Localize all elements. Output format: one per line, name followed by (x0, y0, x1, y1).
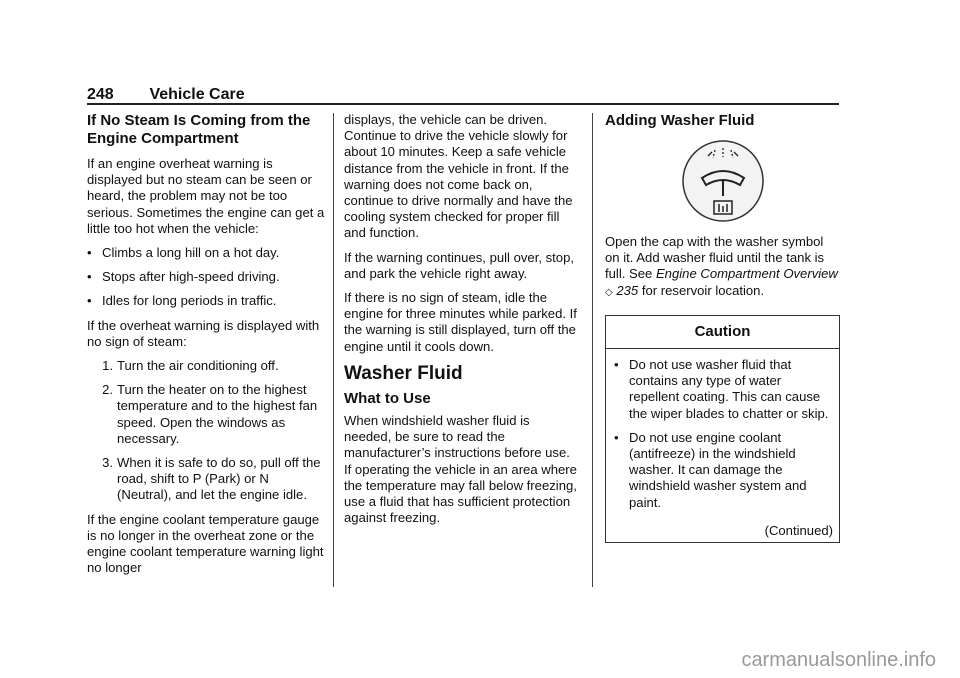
paragraph: If an engine overheat warning is displayed but no steam can be seen or heard, the problem may not be too serious. Sometimes the engine can get a little too hot when the vehicle: (87, 156, 325, 236)
caution-title: Caution (606, 316, 839, 349)
caution-bullet: • Do not use washer fluid that contains any type of water repellent coating. This can cause the wiper blades to chatter or skip. (614, 357, 829, 421)
washer-fluid-icon (605, 138, 840, 224)
bullet-item: • Climbs a long hill on a hot day. (87, 245, 280, 261)
page-number: 248 (87, 86, 114, 103)
paragraph: If the overheat warning is displayed with no sign of steam: (87, 317, 320, 349)
paragraph: displays, the vehicle can be driven. Continue to drive the vehicle slowly for about 10 minutes. Keep a safe vehicle distance from the vehicle in front. If the warning does not come back on, continue to drive normally and have the cooling system checked for proper fill and function. (344, 112, 573, 241)
column-divider (592, 113, 593, 587)
page-header (87, 86, 839, 104)
paragraph: If the warning continues, pull over, stop, and park the vehicle right away. (344, 249, 575, 281)
paragraph: If there is no sign of steam, idle the engine for three minutes while parked. If the warning is still displayed, turn off the engine until it cools down. (344, 290, 577, 354)
step-item: 2. Turn the heater on to the highest temperature and to the highest fan speed. Open the windows as necessary. (102, 382, 318, 446)
step-item: 3. When it is safe to do so, pull off the road, shift to P (Park) or N (Neutral), and let the engine idle. (102, 455, 321, 503)
paragraph: If the engine coolant temperature gauge is no longer in the overheat zone or the engine coolant temperature warning light no longer (87, 511, 324, 576)
chapter-heading: Washer Fluid (344, 362, 463, 384)
bullet-item: • Idles for long periods in traffic. (87, 293, 277, 309)
watermark: carmanualsonline.info (741, 649, 936, 671)
caution-bullet: • Do not use engine coolant (antifreeze) in the windshield washer. It can damage the windshield washer system and paint. (614, 429, 807, 510)
subheading: What to Use (344, 389, 431, 407)
section-heading: If No Steam Is Coming from the Engine Compartment (87, 112, 311, 147)
step-item: 1. Turn the air conditioning off. (102, 358, 279, 374)
bullet-item: • Stops after high-speed driving. (87, 269, 280, 285)
caution-box (605, 315, 840, 543)
header-rule (87, 103, 839, 105)
paragraph: Open the cap with the washer symbol on it. Add washer fluid until the tank is full. See Engine Compartment Overview ◇ 235 for reservoir location. (605, 234, 838, 298)
column-divider (333, 113, 334, 587)
page-ref-arrow-icon: ◇ (605, 286, 613, 298)
column-3 (605, 112, 840, 543)
page-reference[interactable]: 235 (616, 282, 639, 298)
paragraph: When windshield washer fluid is needed, be sure to read the manufacturer’s instructions before use. If operating the vehicle in an area where the temperature may fall below freezing, use a fluid that has sufficient protection against freezing. (344, 413, 577, 526)
section-title: Vehicle Care (149, 86, 245, 103)
column-2 (344, 112, 580, 534)
column-1 (87, 112, 325, 584)
section-heading: Adding Washer Fluid (605, 112, 755, 129)
cross-reference-link[interactable]: Engine Compartment Overview (655, 266, 838, 282)
continued-label: (Continued) (764, 522, 833, 538)
